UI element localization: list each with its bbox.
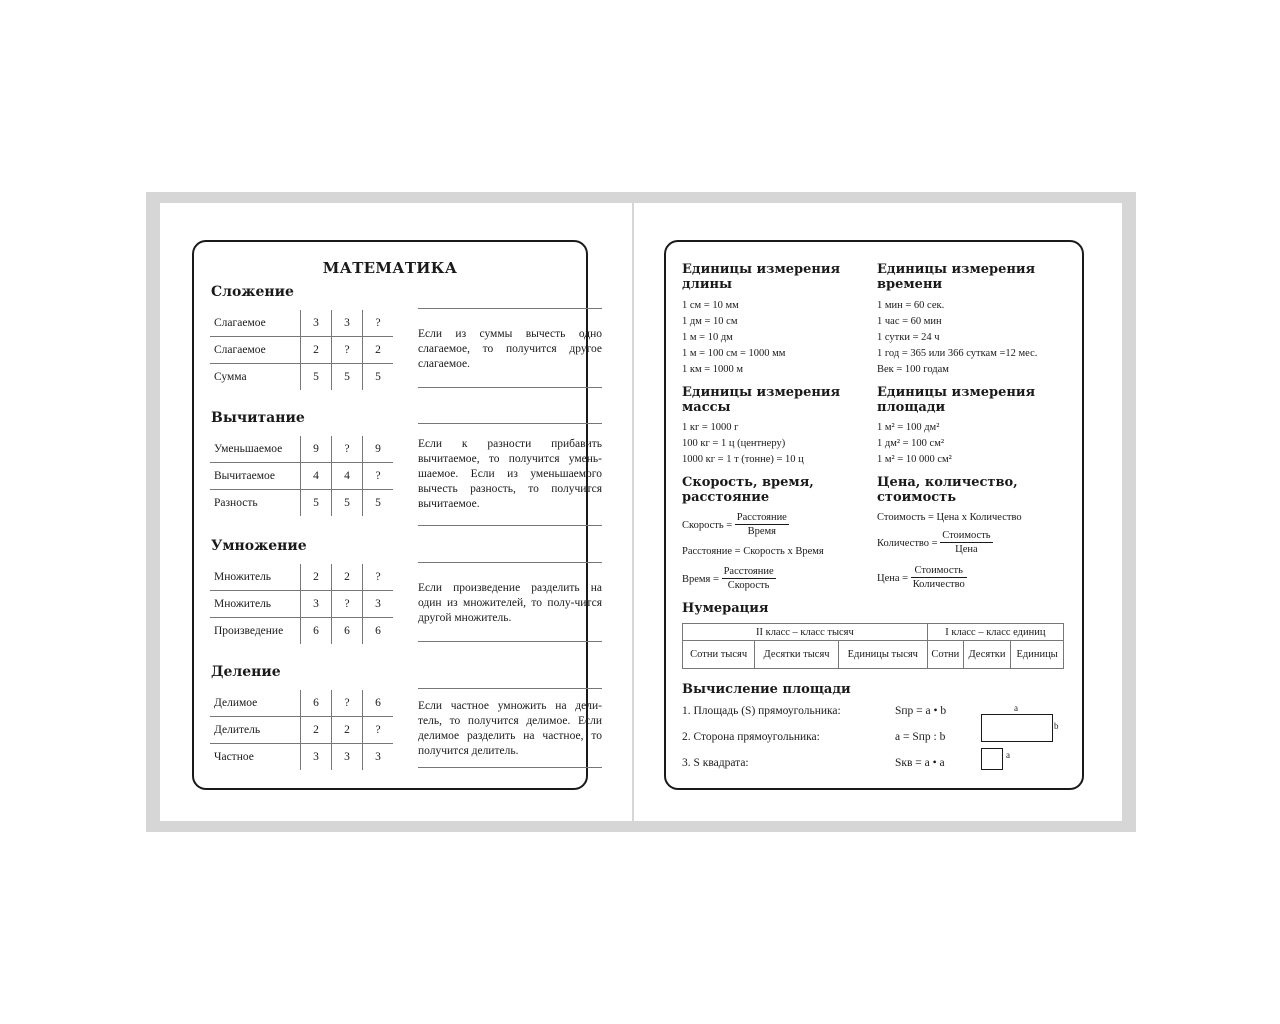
table-row <box>210 310 393 337</box>
area-rule-formula: Sкв = a • a <box>895 757 945 769</box>
formula-label: Количество = <box>877 537 938 549</box>
cell-value: ? <box>363 463 394 490</box>
row-label: Делитель <box>210 717 301 744</box>
cell-value: 6 <box>301 618 332 645</box>
area-unit-line: 1 м² = 100 дм² <box>877 422 940 433</box>
addition-table <box>210 310 393 390</box>
denominator: Цена <box>955 544 978 555</box>
area-rule-formula: a = Sпр : b <box>895 731 946 743</box>
column-label: Единицы <box>1011 641 1064 669</box>
area-unit-line: 1 м² = 10 000 см² <box>877 454 952 465</box>
cost-formula: Стоимость = Цена х Количество <box>877 512 1022 523</box>
mass-line: 1 кг = 1000 г <box>682 422 739 433</box>
mass-line: 100 кг = 1 ц (центнеру) <box>682 438 786 449</box>
rectangle-diagram <box>981 714 1053 742</box>
row-label: Слагаемое <box>210 310 301 337</box>
right-page <box>634 203 1122 821</box>
divider <box>418 423 602 424</box>
section-heading-addition: Сложение <box>211 284 294 300</box>
table-row <box>210 364 393 391</box>
cell-value: 5 <box>363 364 394 391</box>
table-row <box>683 624 1064 641</box>
length-line: 1 см = 10 мм <box>682 300 739 311</box>
divider <box>418 308 602 309</box>
cell-value: ? <box>332 591 363 618</box>
class-thousands: II класс – класс тысяч <box>683 624 928 641</box>
area-unit-line: 1 дм² = 100 см² <box>877 438 945 449</box>
divider <box>418 767 602 768</box>
multiplication-rule-text: Если произведение разделить на один из множителей, то полу-чится другой множитель. <box>418 582 602 624</box>
table-row <box>210 690 393 717</box>
table-row <box>210 744 393 771</box>
table-row <box>210 463 393 490</box>
cell-value: ? <box>332 337 363 364</box>
length-line: 1 км = 1000 м <box>682 364 744 375</box>
cell-value: 5 <box>301 364 332 391</box>
cell-value: 3 <box>332 310 363 337</box>
table-row <box>210 436 393 463</box>
denominator: Скорость <box>727 580 770 591</box>
table-row <box>210 490 393 517</box>
division-table <box>210 690 393 770</box>
subtraction-table <box>210 436 393 516</box>
cell-value: 2 <box>301 717 332 744</box>
left-page <box>160 203 632 821</box>
distance-formula: Расстояние = Скорость х Время <box>682 546 824 557</box>
page-title: МАТЕМАТИКА <box>322 259 458 277</box>
cell-value: 2 <box>363 337 394 364</box>
cell-value: ? <box>332 690 363 717</box>
cell-value: 5 <box>301 490 332 517</box>
length-units-heading: Единицы измерения длины <box>682 262 841 292</box>
cell-value: 3 <box>332 744 363 771</box>
row-label: Частное <box>214 751 254 763</box>
price-formula <box>877 564 967 592</box>
numerator: Стоимость <box>942 530 991 541</box>
cell-value: 3 <box>363 744 394 771</box>
column-label: Десятки тысяч <box>755 641 839 669</box>
table-row <box>210 337 393 364</box>
rectangle-side-b: b <box>1054 721 1059 731</box>
column-label: Сотни <box>927 641 963 669</box>
column-label: Сотни тысяч <box>683 641 755 669</box>
cell-value: 3 <box>363 591 394 618</box>
cell-value: ? <box>363 717 394 744</box>
area-units-heading: Единицы измерения площади <box>877 385 1036 415</box>
area-rule-text: 1. Площадь (S) прямоугольника: <box>682 705 841 717</box>
cell-value: 5 <box>332 490 363 517</box>
row-label: Разность <box>214 497 258 509</box>
addition-rule-text: Если из суммы вычесть одно слагаемое, то получится другое слагаемое. <box>418 328 602 370</box>
numbering-table <box>682 623 1064 669</box>
cell-value: 9 <box>301 436 332 463</box>
cell-value: 4 <box>301 463 332 490</box>
rectangle-side-a: a <box>1014 703 1018 713</box>
length-line: 1 м = 10 дм <box>682 332 733 343</box>
formula-label: Время = <box>682 573 719 585</box>
area-calc-heading: Вычисление площади <box>682 682 851 697</box>
cell-value: 6 <box>332 618 363 645</box>
table-row <box>210 618 393 645</box>
time-units-heading: Единицы измерения времени <box>877 262 1036 292</box>
denominator: Количество <box>912 579 965 590</box>
column-label: Единицы тысяч <box>838 641 927 669</box>
row-label: Множитель <box>210 591 301 618</box>
price-heading: Цена, количество, стоимость <box>877 475 1018 505</box>
table-row <box>683 641 1064 669</box>
area-rule-text: 3. S квадрата: <box>682 757 749 769</box>
length-line: 1 дм = 10 см <box>682 316 738 327</box>
time-line: 1 мин = 60 сек. <box>877 300 945 311</box>
math-operations-card <box>192 240 602 790</box>
table-row <box>210 591 393 618</box>
divider <box>418 641 602 642</box>
cell-value: ? <box>363 310 394 337</box>
divider <box>418 562 602 563</box>
denominator: Время <box>747 526 777 537</box>
cell-value: 3 <box>301 744 332 771</box>
class-units: I класс – класс единиц <box>927 624 1063 641</box>
divider <box>418 387 602 388</box>
cell-value: 6 <box>301 690 332 717</box>
row-label: Произведение <box>214 625 284 637</box>
division-rule-text: Если частное умножить на дели-тель, то получится делимое. Если делимое разделить на частное, то получится делитель. <box>418 700 602 757</box>
length-line: 1 м = 100 см = 1000 мм <box>682 348 786 359</box>
area-rule-text: 2. Сторона прямоугольника: <box>682 731 820 743</box>
section-heading-division: Деление <box>211 664 281 680</box>
speed-formula <box>682 511 789 539</box>
time-line: 1 год = 365 или 366 суткам =12 мес. <box>877 348 1038 359</box>
square-diagram <box>981 748 1003 770</box>
numerator: Стоимость <box>911 564 967 578</box>
notebook-spread <box>146 192 1136 832</box>
numerator: Расстояние <box>736 512 787 523</box>
time-line: 1 час = 60 мин <box>877 316 942 327</box>
divider <box>418 525 602 526</box>
row-label: Уменьшаемое <box>210 436 301 463</box>
section-heading-multiplication: Умножение <box>211 538 307 554</box>
cell-value: 3 <box>301 310 332 337</box>
mass-units-heading: Единицы измерения массы <box>682 385 841 415</box>
subtraction-rule-text: Если к разности прибавить вычитаемое, то получится умень-шаемое. Если из уменьшаемого вычесть разность, то получится вычитаемое. <box>418 438 602 510</box>
row-label: Слагаемое <box>210 337 301 364</box>
cell-value: 3 <box>301 591 332 618</box>
square-side-a: a <box>1006 750 1010 760</box>
speed-heading: Скорость, время, расстояние <box>682 475 814 505</box>
numbering-heading: Нумерация <box>682 601 769 616</box>
formula-label: Цена = <box>877 572 909 584</box>
cell-value: 2 <box>301 564 332 591</box>
multiplication-table <box>210 564 393 644</box>
cell-value: 2 <box>332 564 363 591</box>
cell-value: 6 <box>363 618 394 645</box>
cell-value: 2 <box>301 337 332 364</box>
time-line: 1 сутки = 24 ч <box>877 332 940 343</box>
cell-value: 4 <box>332 463 363 490</box>
cell-value: 5 <box>363 490 394 517</box>
cell-value: ? <box>363 564 394 591</box>
section-heading-subtraction: Вычитание <box>211 410 305 426</box>
time-line: Век = 100 годам <box>877 364 949 375</box>
row-label: Сумма <box>214 371 247 383</box>
cell-value: 2 <box>332 717 363 744</box>
cell-value: 6 <box>363 690 394 717</box>
row-label: Множитель <box>210 564 301 591</box>
math-reference-card <box>664 240 1084 790</box>
numerator: Расстояние <box>723 566 774 577</box>
table-row <box>210 717 393 744</box>
cell-value: ? <box>332 436 363 463</box>
row-label: Вычитаемое <box>210 463 301 490</box>
row-label: Делимое <box>210 690 301 717</box>
divider <box>418 688 602 689</box>
formula-label: Скорость = <box>682 519 733 531</box>
cell-value: 9 <box>363 436 394 463</box>
table-row <box>210 564 393 591</box>
area-rule-formula: Sпр = a • b <box>895 705 947 717</box>
column-label: Десятки <box>963 641 1010 669</box>
cell-value: 5 <box>332 364 363 391</box>
time-formula <box>682 565 776 593</box>
mass-line: 1000 кг = 1 т (тонне) = 10 ц <box>682 454 804 465</box>
quantity-formula <box>877 529 993 557</box>
